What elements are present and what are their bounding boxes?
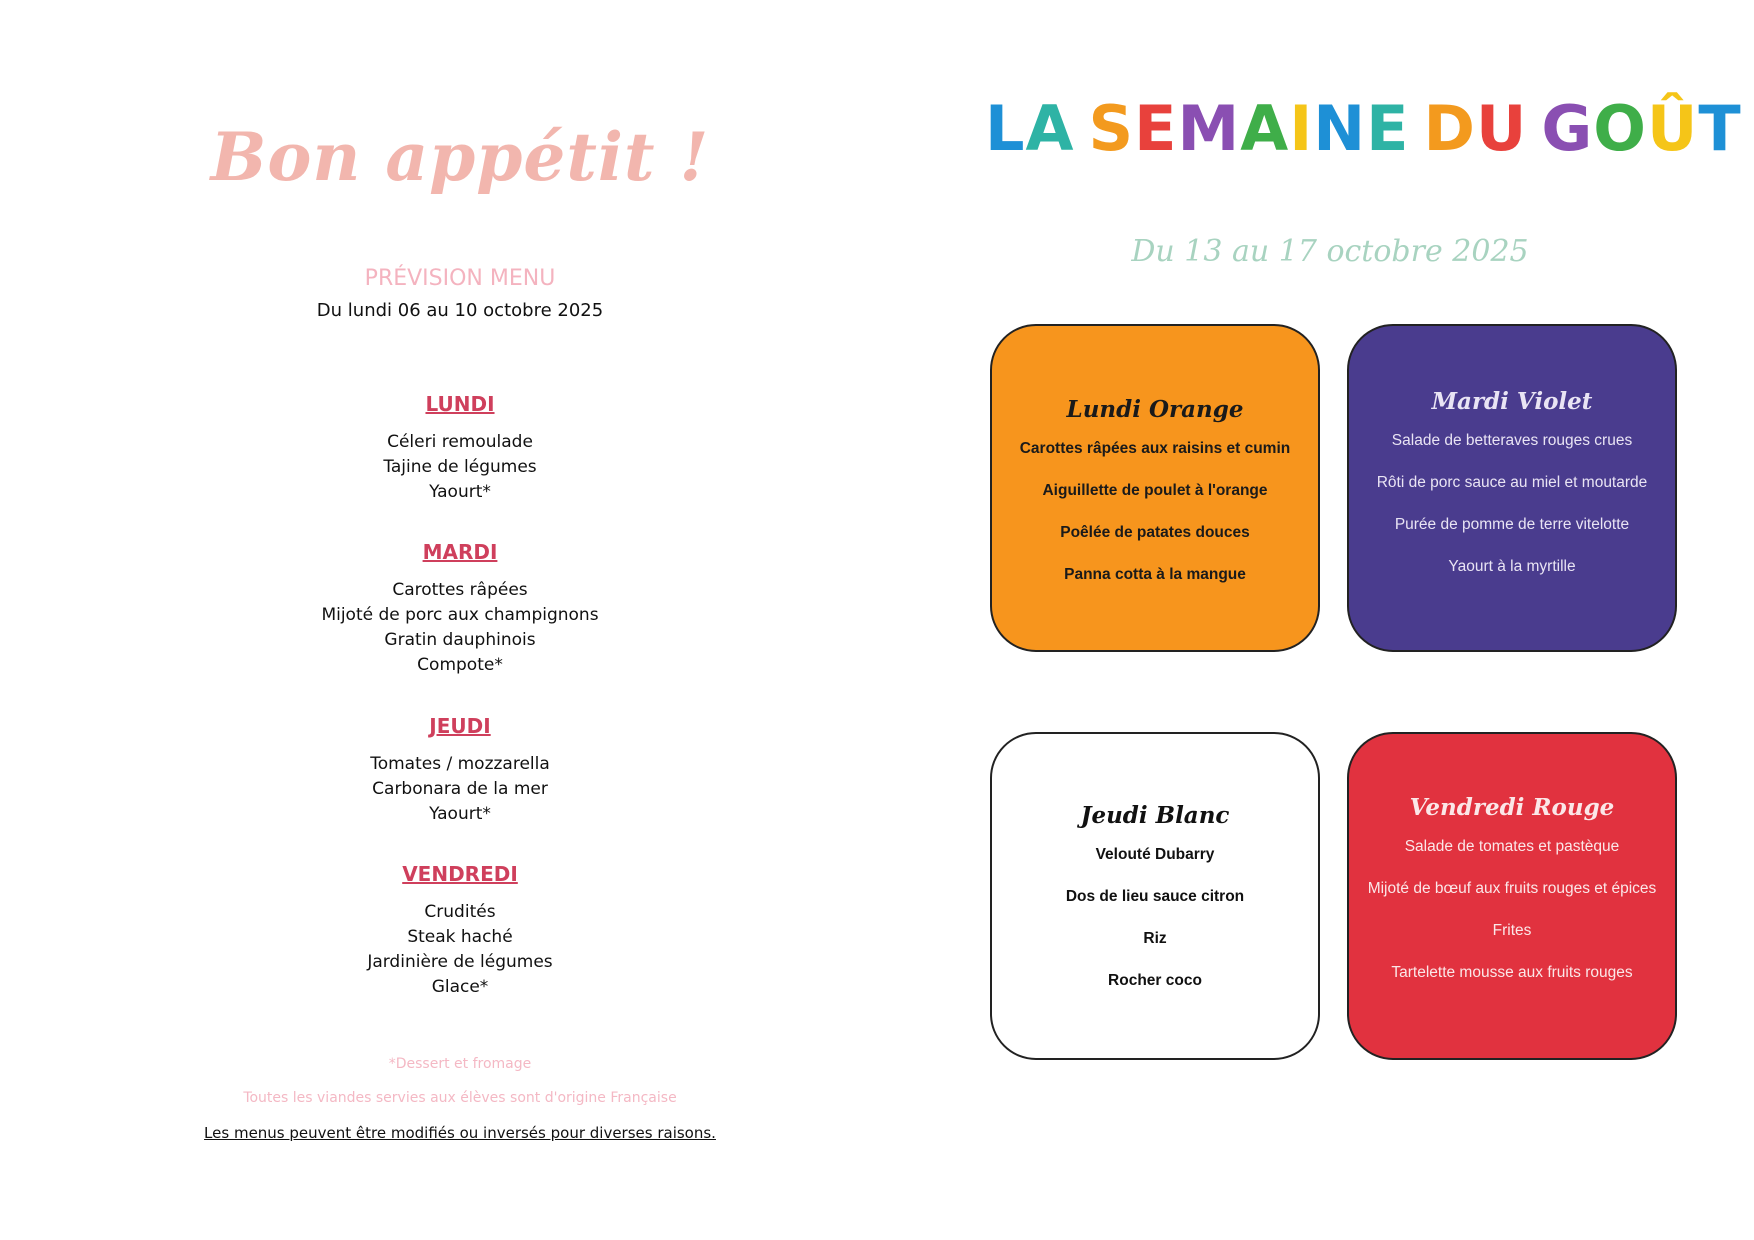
menu-subtitle: PRÉVISION MENU: [364, 266, 556, 291]
card-title: Lundi Orange: [1066, 396, 1244, 423]
card-mardi-violet: [1347, 324, 1677, 652]
logo-letter: D: [1423, 92, 1476, 165]
day-mardi: [160, 540, 760, 678]
card-item: Purée de pomme de terre vitelotte: [1394, 516, 1630, 533]
card-item: Rocher coco: [1108, 972, 1202, 989]
card-item: Riz: [1143, 930, 1167, 947]
logo-letter: Û: [1646, 92, 1699, 165]
day-lundi: [160, 392, 760, 505]
footnote-meat-origin: Toutes les viandes servies aux élèves sont d'origine Française: [243, 1090, 677, 1106]
card-item: Dos de lieu sauce citron: [1065, 888, 1245, 905]
logo-letter: G: [1541, 92, 1594, 165]
footnote-dessert: *Dessert et fromage: [388, 1056, 532, 1072]
logo-letter: N: [1313, 92, 1367, 165]
dish: Yaourt*: [429, 482, 491, 502]
card-vendredi-rouge: [1347, 732, 1677, 1060]
logo-letter: L: [985, 92, 1026, 165]
semaine-du-gout-logo: [985, 92, 1742, 165]
card-jeudi-blanc: [990, 732, 1320, 1060]
logo-letter: T: [1698, 92, 1742, 165]
logo-letter: S: [1088, 92, 1135, 165]
day-jeudi: [160, 714, 760, 827]
dish: Carottes râpées: [392, 580, 528, 600]
dish: Crudités: [424, 902, 496, 922]
day-name: VENDREDI: [402, 862, 518, 886]
dish: Carbonara de la mer: [372, 779, 548, 799]
week-range: Du lundi 06 au 10 octobre 2025: [316, 300, 604, 321]
logo-letter: U: [1476, 92, 1528, 165]
card-item: Frites: [1492, 922, 1532, 939]
card-item: Tartelette mousse aux fruits rouges: [1391, 964, 1633, 981]
dish: Céleri remoulade: [387, 432, 533, 452]
dish: Compote*: [417, 655, 503, 675]
card-item: Poêlée de patates douces: [1060, 524, 1250, 541]
day-name: MARDI: [422, 540, 498, 564]
logo-letter: O: [1593, 92, 1647, 165]
logo-word: [1424, 94, 1528, 164]
card-item: Carottes râpées aux raisins et cumin: [1019, 440, 1291, 457]
day-name: JEUDI: [429, 714, 491, 738]
card-item: Rôti de porc sauce au miel et moutarde: [1376, 474, 1648, 491]
card-item: Salade de betteraves rouges crues: [1391, 432, 1633, 449]
day-vendredi: [160, 862, 760, 1000]
dish: Steak haché: [407, 927, 513, 947]
dish: Gratin dauphinois: [384, 630, 536, 650]
dish: Yaourt*: [429, 804, 491, 824]
card-item: Mijoté de bœuf aux fruits rouges et épices: [1367, 880, 1657, 897]
date-range: Du 13 au 17 octobre 2025: [1131, 234, 1529, 269]
dish: Glace*: [431, 977, 489, 997]
logo-letter: M: [1177, 92, 1241, 165]
card-item: Yaourt à la myrtille: [1448, 558, 1576, 575]
card-title: Mardi Violet: [1431, 388, 1593, 415]
dish: Tajine de légumes: [383, 457, 537, 477]
dish: Mijoté de porc aux champignons: [321, 605, 599, 625]
page-title: Bon appétit !: [210, 118, 710, 196]
logo-word: [985, 94, 1075, 164]
logo-word: [1541, 94, 1741, 164]
card-item: Aiguillette de poulet à l'orange: [1042, 482, 1268, 499]
logo-letter: E: [1366, 92, 1410, 165]
disclaimer: Les menus peuvent être modifiés ou inversés pour diverses raisons.: [204, 1124, 716, 1142]
card-item: Salade de tomates et pastèque: [1404, 838, 1620, 855]
card-title: Vendredi Rouge: [1409, 794, 1615, 821]
logo-letter: I: [1289, 92, 1314, 165]
logo-letter: E: [1134, 92, 1178, 165]
logo-letter: A: [1025, 92, 1075, 165]
card-lundi-orange: [990, 324, 1320, 652]
dish: Tomates / mozzarella: [370, 754, 550, 774]
card-item: Panna cotta à la mangue: [1064, 566, 1246, 583]
card-title: Jeudi Blanc: [1080, 802, 1230, 829]
logo-letter: A: [1240, 92, 1290, 165]
logo-word: [1089, 94, 1410, 164]
day-name: LUNDI: [425, 392, 495, 416]
dish: Jardinière de légumes: [367, 952, 553, 972]
card-item: Velouté Dubarry: [1095, 846, 1215, 863]
